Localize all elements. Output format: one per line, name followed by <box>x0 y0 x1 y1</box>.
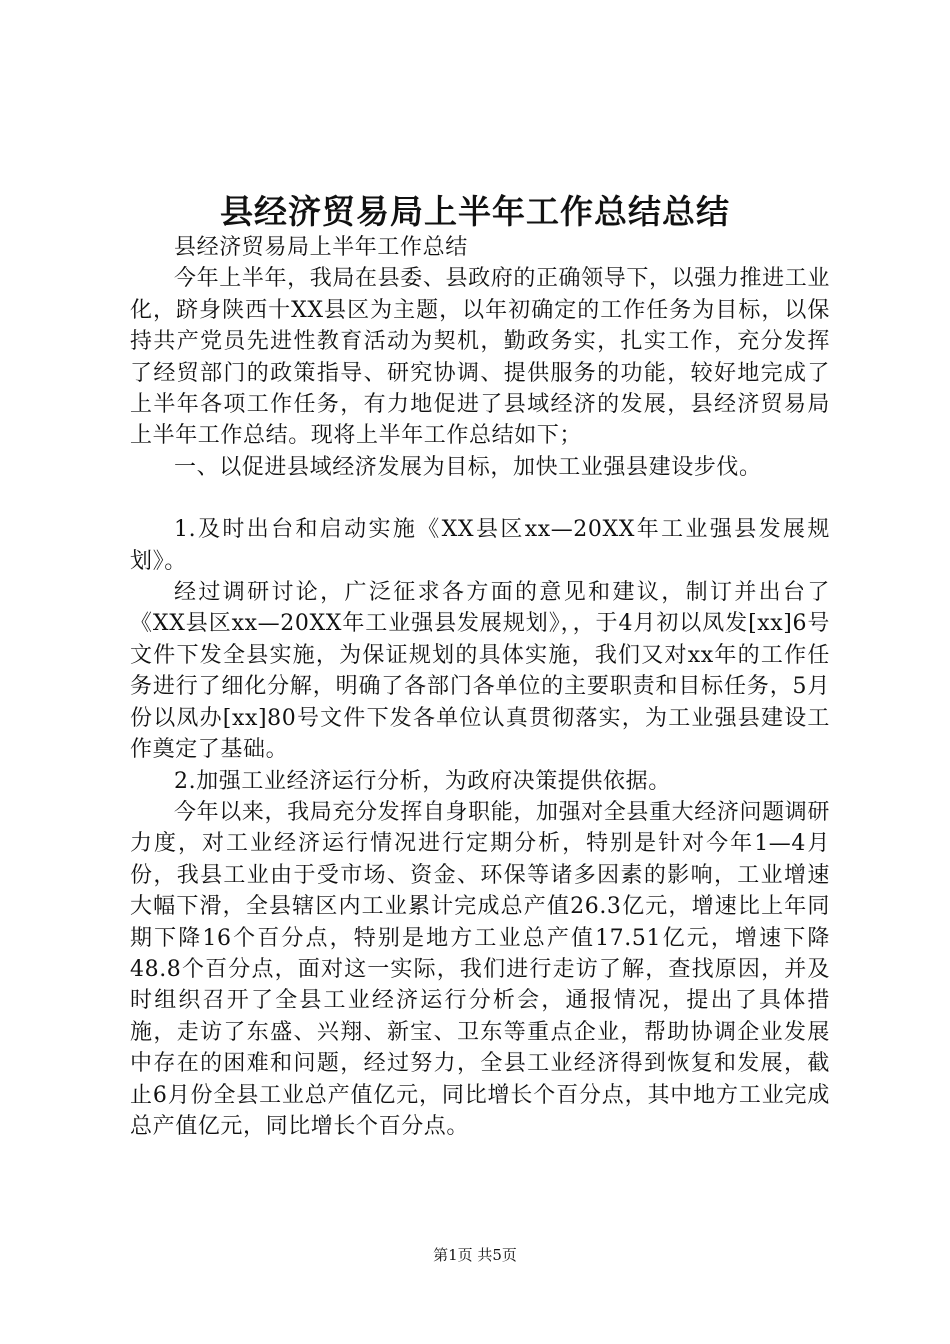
document-title: 县经济贸易局上半年工作总结总结 <box>220 192 730 231</box>
intro-paragraph: 今年上半年，我局在县委、县政府的正确领导下，以强力推进工业化，跻身陕西十XX县区为主题，以年初确定的工作任务为目标，以保持共产党员先进性教育活动为契机，勤政务实，扎实工作，充分发挥了经贸部门的政策指导、研究协调、提供服务的功能，较好地完成了上半年各项工作任务，有力地促进了县域经济的发展，县经济贸易局上半年工作总结。现将上半年工作总结如下； <box>130 266 830 449</box>
section-heading-1: 一、以促进县域经济发展为目标，加快工业强县建设步伐。 <box>174 454 762 480</box>
body-paragraph-1: 经过调研讨论，广泛征求各方面的意见和建议，制订并出台了《XX县区xx—20XX年工业强县发展规划》，，于4月初以凤发[xx]6号文件下发全县实施，为保证规划的具体实施，我们又对xx年的工作任务进行了细化分解，明确了各部门各单位的主要职责和目标任务，5月份以凤办[xx]80号文件下发各单位认真贯彻落实，为工业强县建设工作奠定了基础。 <box>130 580 830 763</box>
body-paragraph-2: 今年以来，我局充分发挥自身职能，加强对全县重大经济问题调研力度，对工业经济运行情况进行定期分析，特别是针对今年1—4月份，我县工业由于受市场、资金、环保等诸多因素的影响，工业增速大幅下滑，全县辖区内工业累计完成总产值26.3亿元，增速比上年同期下降16个百分点，特别是地方工业总产值17.51亿元，增速下降48.8个百分点，面对这一实际，我们进行走访了解，查找原因，并及时组织召开了全县工业经济运行分析会，通报情况，提出了具体措施，走访了东盛、兴翔、新宝、卫东等重点企业，帮助协调企业发展中存在的困难和问题，经过努力，全县工业经济得到恢复和发展，截止6月份全县工业总产值亿元，同比增长个百分点，其中地方工业完成总产值亿元，同比增长个百分点。 <box>130 799 830 1139</box>
subtitle-paragraph: 县经济贸易局上半年工作总结 <box>174 235 468 260</box>
document-body <box>130 232 830 1142</box>
subsection-heading-1: 1.及时出台和启动实施《XX县区xx—20XX年工业强县发展规划》。 <box>130 517 830 574</box>
page-number: 第1页 共5页 <box>433 1246 517 1264</box>
subsection-heading-2: 2.加强工业经济运行分析，为政府决策提供依据。 <box>174 768 671 794</box>
